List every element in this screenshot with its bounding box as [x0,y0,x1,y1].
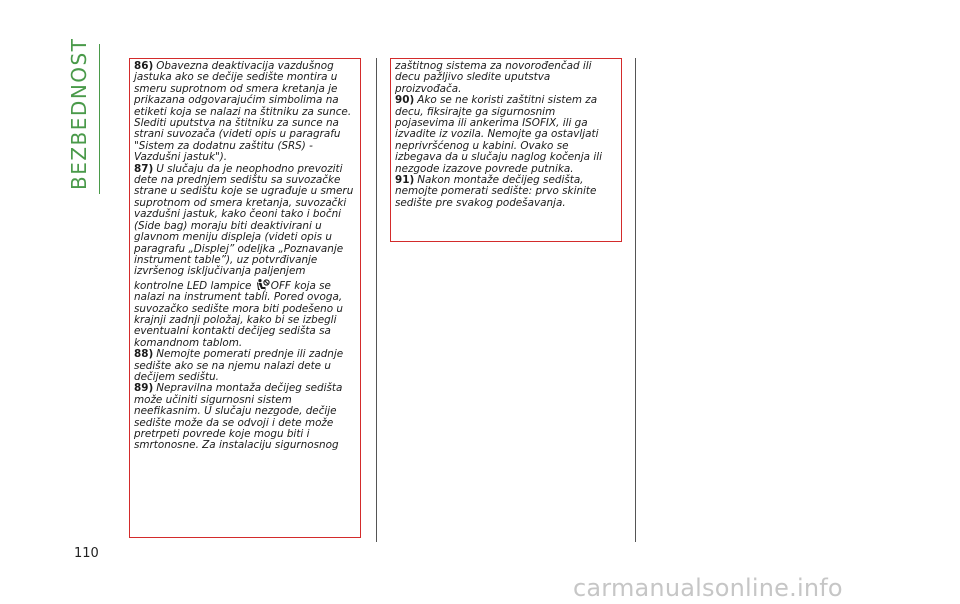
watermark-text[interactable]: carmanualsonline.info [573,574,843,602]
column-divider-2 [635,58,636,542]
note-86 [134,61,356,164]
note-text: OFF koja se nalazi na instrument tabli. Pored ovoga, suvozačko sedište mora biti podešeno u krajnji zadnji položaj, kako bi se izbegli eventualni kontakti dečijeg sedišta sa komandnom tablom. [134,279,343,349]
note-number: 88) [134,348,154,361]
column-divider-1 [376,58,377,542]
note-text: Ako se ne koristi zaštitni sistem za decu, fiksirajte ga sigurnosnim pojasevima ili ankerima ISOFIX, ili ga izvadite iz vozila. Nemojte ga ostavljati neprivršćenog u kabini. Ovako se izbegava da u slučaju naglog kočenja ili nezgode izazove povrede putnika. [395,94,602,175]
svg-text:2: 2 [263,287,266,292]
note-text: Nemojte pomerati prednje ili zadnje sedište ako se na njemu nalazi dete u dečijem sedištu. [134,348,344,383]
note-text: Nakon montaže dečijeg sedišta, nemojte pomerati sedište: prvo skinite sedište pre svakog podešavanja. [395,174,597,209]
warning-box-left [129,58,361,538]
section-title: BEZBEDNOST [67,37,91,190]
note-88 [134,349,356,383]
note-text: zaštitnog sistema za novorođenčad ili decu pažljivo sledite uputstva proizvođača. [395,60,592,95]
note-89 [134,383,356,451]
note-text: Nepravilna montaža dečijeg sedišta može učiniti sigurnosni sistem neefikasnim. U slučaju nezgode, dečije sedište može da se odvoji i dete može pretrpeti povrede koje mogu biti i smrtonosne. Za instalaciju sigurnosnog [134,382,343,452]
note-89-continuation [395,61,617,95]
note-number: 91) [395,174,415,187]
section-title-rule [99,44,100,194]
passenger-airbag-off-icon [256,278,270,292]
note-number: 90) [395,94,415,107]
page-number: 110 [74,546,99,561]
note-number: 87) [134,162,154,175]
note-91 [395,175,617,209]
note-number: 86) [134,60,154,72]
warning-box-right [390,58,622,242]
note-text: U slučaju da je neophodno prevoziti dete na prednjem sedištu sa suvozačke strane u sedištu koje se ugrađuje u smeru suprotnom od smera kretanja, suvozački vazdušni jastuk, kako čeoni tako i bočni (Side bag) moraju biti deaktivirani u glavnom meniju displeja (videti opis u paragrafu „Displej” odeljka „Poznavanje instrument table”), uz potvrđivanje izvršenog isključivanja paljenjem kontrolne LED lampice [134,162,354,292]
note-90 [395,95,617,175]
note-number: 89) [134,382,154,395]
note-87 [134,164,356,350]
note-text: Obavezna deaktivacija vazdušnog jastuka ako se dečije sedište montira u smeru suprotnom od smera kretanja je prikazana odgovarajućim simbolima na etiketi koja se nalazi na štitniku za sunce. Slediti uputstva na štitniku za sunce na strani suvozača (videti opis u paragrafu "Sistem za dodatnu zaštitu (SRS) - Vazdušni jastuk"). [134,60,352,164]
